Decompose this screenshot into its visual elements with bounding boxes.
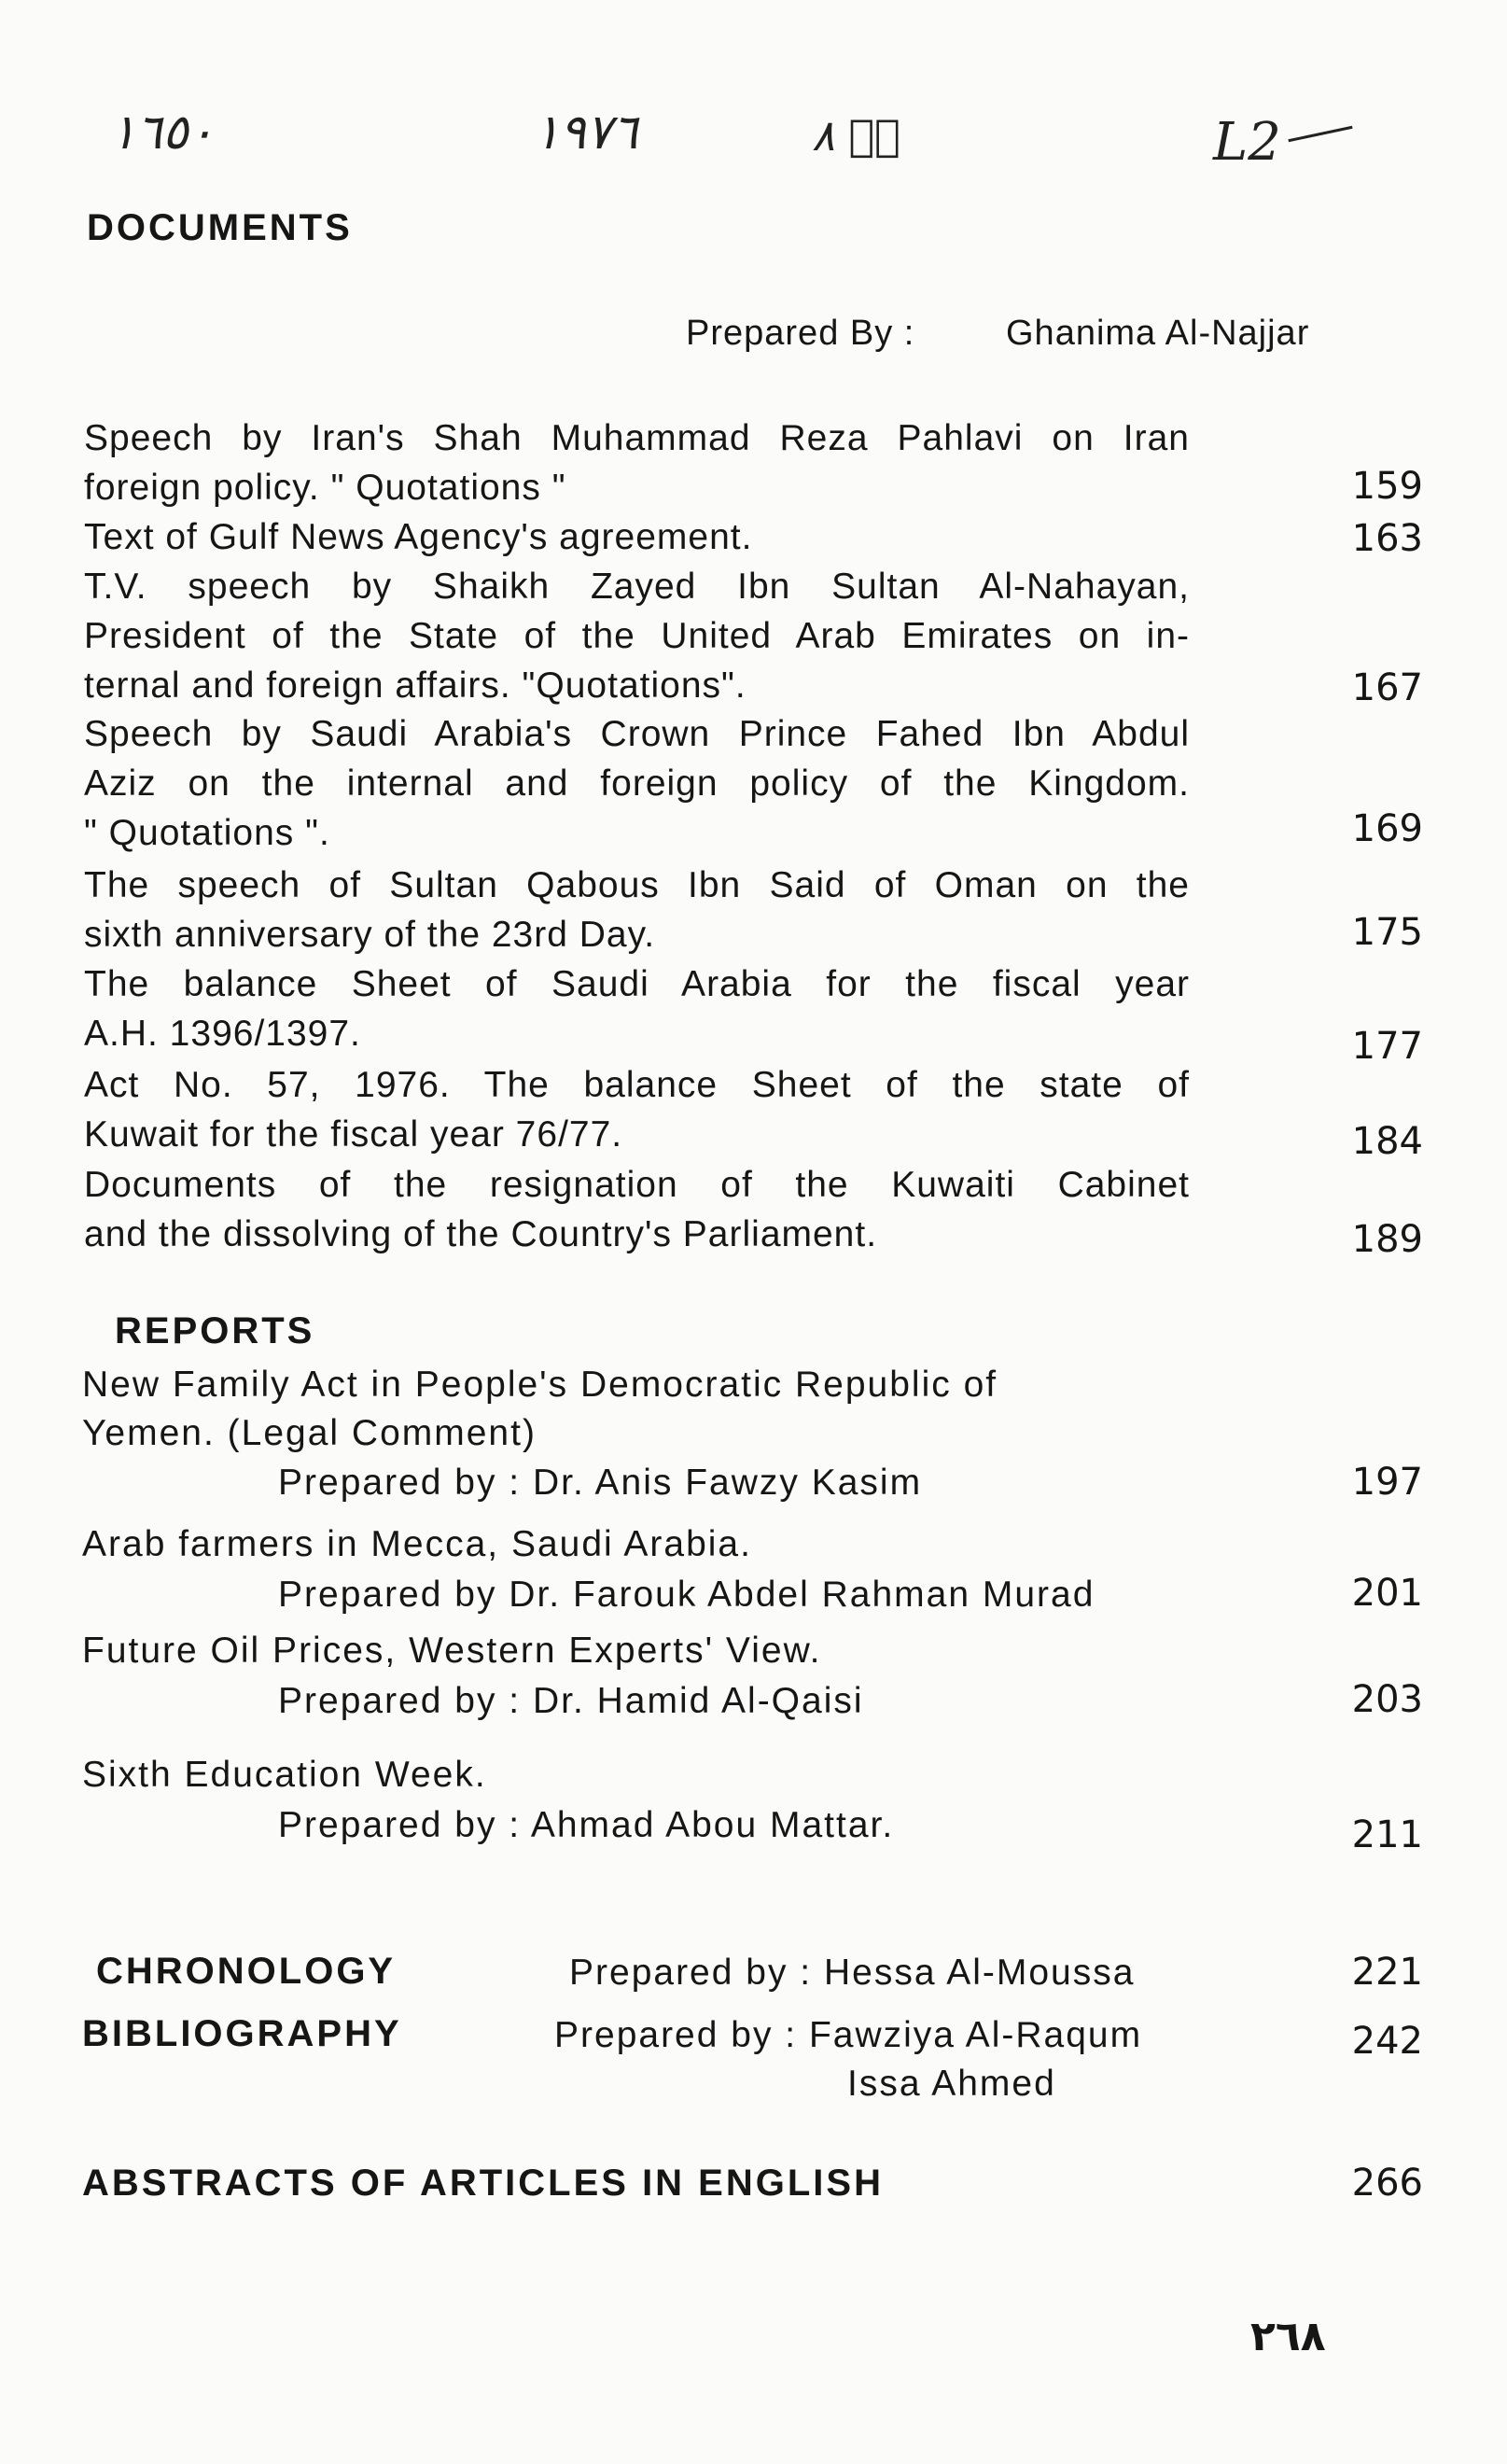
- entry-line: Text of Gulf News Agency's agreement.: [84, 517, 753, 557]
- entry-line: A.H. 1396/1397.: [84, 1014, 361, 1054]
- entry-line: Act No. 57, 1976. The balance Sheet of the state of: [84, 1065, 1190, 1105]
- handwritten-issue: نٖ ٨: [812, 110, 900, 161]
- toc-entry: [84, 709, 1190, 858]
- entry-line: The balance Sheet of Saudi Arabia for the fiscal year: [84, 964, 1190, 1004]
- entry-line: " Quotations ".: [84, 813, 330, 853]
- entry-line: Speech by Saudi Arabia's Crown Prince Fahed Ibn Abdul: [84, 714, 1190, 754]
- entry-line: Kuwait for the fiscal year 76/77.: [84, 1114, 623, 1155]
- entry-line: Documents of the resignation of the Kuwaiti Cabinet: [84, 1165, 1190, 1205]
- entry-line: and the dissolving of the Country's Parliament.: [84, 1214, 878, 1254]
- documents-heading: DOCUMENTS: [87, 207, 353, 248]
- toc-entry: [84, 1160, 1190, 1259]
- toc-entry: [84, 512, 1190, 562]
- toc-entry: [84, 861, 1190, 959]
- page-number: 159: [1351, 465, 1423, 508]
- entry-line: foreign policy. " Quotations ": [84, 468, 566, 508]
- entry-line: T.V. speech by Shaikh Zayed Ibn Sultan Al-Nahayan,: [84, 567, 1190, 607]
- entry-line: Speech by Iran's Shah Muhammad Reza Pahlavi on Iran: [84, 418, 1190, 458]
- report-title-line: Sixth Education Week.: [82, 1755, 487, 1795]
- handwritten-number: ١٦٥٠: [110, 105, 215, 161]
- report-title-line: Yemen. (Legal Comment): [82, 1413, 537, 1453]
- abstracts-heading: ABSTRACTS OF ARTICLES IN ENGLISH: [82, 2163, 884, 2204]
- report-title-line: Arab farmers in Mecca, Saudi Arabia.: [82, 1524, 752, 1564]
- documents-prepared-name: Ghanima Al-Najjar: [1006, 314, 1310, 353]
- entry-line: Aziz on the internal and foreign policy of the Kingdom.: [84, 763, 1190, 804]
- chronology-heading: CHRONOLOGY: [96, 1951, 397, 1992]
- page-number: 211: [1351, 1813, 1423, 1856]
- page-number: 203: [1351, 1678, 1423, 1721]
- bibliography-prepared: Prepared by : Fawziya Al-Raqum: [554, 2015, 1143, 2055]
- page-number: 169: [1351, 807, 1423, 850]
- toc-entry: [84, 1060, 1190, 1159]
- report-prepared: Prepared by : Dr. Anis Fawzy Kasim: [278, 1463, 923, 1503]
- reports-heading: REPORTS: [115, 1310, 315, 1351]
- footer-page-number: ٢٦٨: [1250, 2313, 1326, 2360]
- page-number: 221: [1351, 1951, 1423, 1994]
- page-number: 177: [1351, 1025, 1423, 1068]
- bibliography-heading: BIBLIOGRAPHY: [82, 2013, 402, 2054]
- report-prepared: Prepared by : Dr. Hamid Al-Qaisi: [278, 1681, 864, 1721]
- toc-entry: [84, 959, 1190, 1058]
- entry-line: President of the State of the United Arab Emirates on in-: [84, 616, 1190, 656]
- chronology-prepared: Prepared by : Hessa Al-Moussa: [569, 1953, 1136, 1993]
- bibliography-prepared-2: Issa Ahmed: [847, 2064, 1056, 2104]
- page-number: 175: [1351, 911, 1423, 954]
- page-number: 242: [1351, 2020, 1423, 2063]
- toc-entry: [84, 413, 1190, 512]
- toc-entry: [84, 562, 1190, 710]
- entry-line: ternal and foreign affairs. "Quotations".: [84, 665, 747, 706]
- handwritten-code: L2: [1213, 112, 1281, 173]
- page-number: 201: [1351, 1572, 1423, 1615]
- entry-line: The speech of Sultan Qabous Ibn Said of Oman on the: [84, 865, 1190, 905]
- documents-prepared-label: Prepared By :: [686, 314, 915, 353]
- report-prepared: Prepared by Dr. Farouk Abdel Rahman Murad: [278, 1575, 1095, 1615]
- report-title-line: Future Oil Prices, Western Experts' View.: [82, 1631, 822, 1671]
- page-number: 189: [1351, 1218, 1423, 1261]
- page-number: 266: [1351, 2162, 1423, 2205]
- report-title-line: New Family Act in People's Democratic Republic of: [82, 1365, 998, 1405]
- page-number: 167: [1351, 666, 1423, 709]
- handwritten-year: ١٩٧٦: [534, 105, 638, 161]
- page-number: 163: [1351, 517, 1423, 560]
- entry-line: sixth anniversary of the 23rd Day.: [84, 915, 656, 955]
- page-number: 184: [1351, 1120, 1423, 1163]
- handwritten-underline: [1288, 126, 1352, 142]
- page-number: 197: [1351, 1461, 1423, 1504]
- report-prepared: Prepared by : Ahmad Abou Mattar.: [278, 1805, 895, 1845]
